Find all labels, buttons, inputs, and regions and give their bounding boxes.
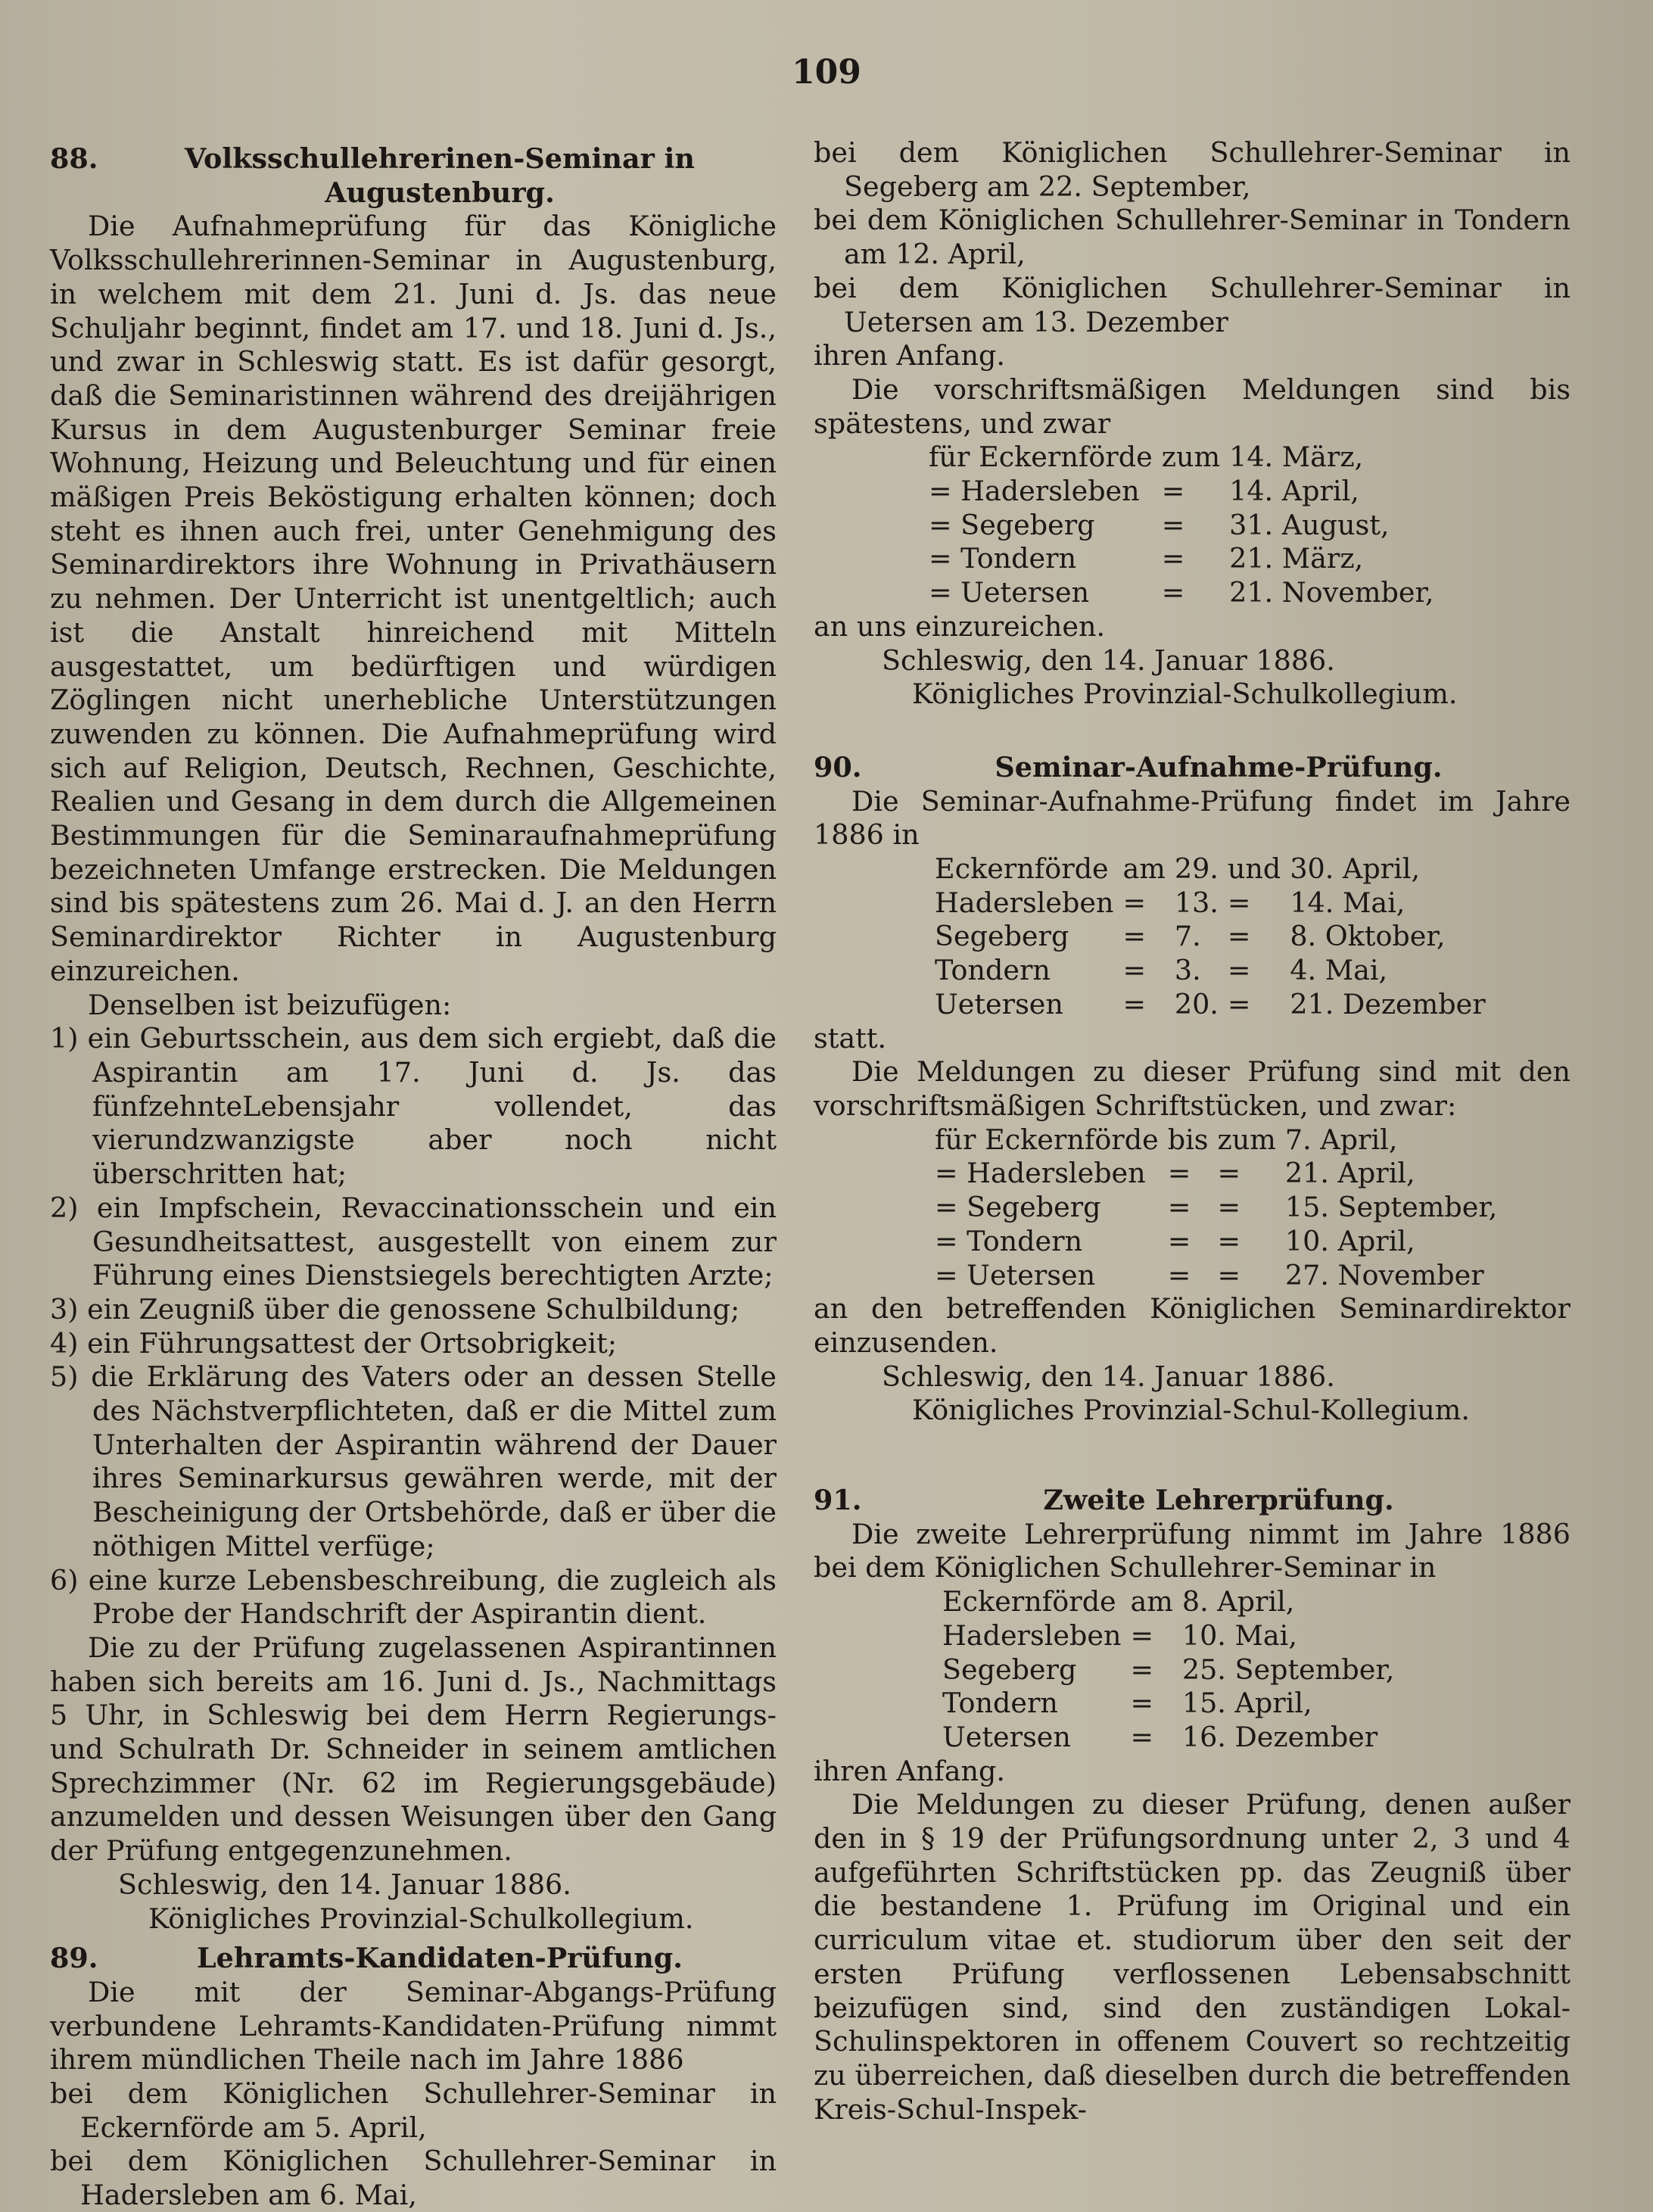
section-90-intro: Die Seminar-Aufnahme-Prüfung findet im Jahre 1886 in (814, 784, 1571, 852)
table-cell: = (1167, 1258, 1191, 1291)
table-row (935, 1191, 1506, 1225)
table-cell: = (1227, 954, 1251, 987)
table-cell: und (1227, 852, 1281, 886)
table-cell: Tondern (935, 954, 1051, 987)
table-cell: = Uetersen (935, 1258, 1096, 1291)
page-number: 109 (792, 53, 861, 92)
table-row (935, 852, 1495, 886)
table-cell: 10. Mai, (1181, 1618, 1297, 1652)
section-89-intro: Die mit der Seminar-Abgangs-Prüfung verbundene Lehramts-Kandidaten-Prüfung nimmt ihrem mündlichen Theile nach im Jahre 1886 (50, 1975, 777, 2076)
table-row (942, 1653, 1403, 1687)
table-cell: = Hadersleben (935, 1157, 1146, 1190)
table-cell: 14. März, (1229, 441, 1364, 474)
table-cell: = Uetersen (929, 576, 1090, 609)
table-cell: = (1161, 475, 1185, 508)
table-cell: 14. April, (1229, 475, 1359, 508)
table-cell: 31. August, (1229, 508, 1390, 541)
section-89-number: 89. (50, 1942, 98, 1975)
table-cell: = (1217, 1157, 1241, 1190)
section-89-heading (50, 1942, 777, 1976)
table-row (935, 1259, 1506, 1293)
table-cell: Uetersen (942, 1720, 1071, 1753)
section-90-schedule-table (935, 852, 1495, 1022)
section-89-registration-table (929, 441, 1443, 610)
section-89-entry-hadersleben: bei dem Königlichen Schullehrer-Seminar in Hadersleben am 6. Mai, (50, 2145, 777, 2212)
section-88-item-6: 6) eine kurze Lebensbeschreibung, die zugleich als Probe der Handschrift der Aspirantin dient. (50, 1563, 777, 1631)
section-91-title: Zweite Lehrerprüfung. (1043, 1484, 1394, 1517)
section-89-registration-closing: an uns einzureichen. (814, 609, 1106, 643)
table-cell: 27. November (1284, 1258, 1484, 1291)
left-column (50, 136, 777, 2212)
table-cell: am (1122, 852, 1166, 886)
section-90-registration-table (935, 1123, 1506, 1293)
table-cell: 14. Mai, (1290, 886, 1406, 919)
table-cell: 7. April, (1284, 1123, 1398, 1156)
table-row (942, 1721, 1403, 1755)
table-cell: 21. März, (1229, 542, 1364, 575)
section-88-item-1: 1) ein Geburtsschein, aus dem sich ergiebt, daß die Aspirantin am 17. Juni d. Js. das fünfzehnteLebensjahr vollendet, das vierundzwanzigste aber noch nicht überschritten hat; (50, 1022, 777, 1191)
table-cell: = (1130, 1653, 1154, 1686)
section-91-heading (814, 1484, 1571, 1518)
table-cell: Tondern (942, 1687, 1058, 1720)
table-cell: = (1130, 1720, 1154, 1753)
table-cell: 13. (1174, 886, 1219, 919)
section-89-signature: Königliches Provinzial-Schulkollegium. (912, 678, 1458, 711)
table-row (942, 1585, 1403, 1619)
right-column (814, 136, 1571, 2126)
section-90-place-date: Schleswig, den 14. Januar 1886. (882, 1360, 1335, 1393)
table-cell: Eckernförde (942, 1585, 1116, 1618)
section-89-entry-uetersen: bei dem Königlichen Schullehrer-Seminar in Uetersen am 13. Dezember (814, 271, 1571, 338)
table-cell: = Tondern (935, 1224, 1083, 1257)
table-row (935, 1225, 1506, 1259)
table-cell: 8. Oktober, (1290, 920, 1446, 953)
table-cell: 10. April, (1284, 1224, 1415, 1257)
table-row (935, 954, 1495, 988)
table-cell: = Segeberg (929, 508, 1095, 541)
section-90-signature: Königliches Provinzial-Schul-Kollegium. (912, 1394, 1470, 1427)
table-cell: = Hadersleben (929, 475, 1140, 508)
table-cell: 15. April, (1181, 1687, 1312, 1720)
table-cell: = (1122, 954, 1147, 987)
section-88-paragraph-2: Denselben ist beizufügen: (88, 988, 452, 1021)
table-cell: für Eckernförde (935, 1123, 1159, 1156)
table-cell: = (1122, 987, 1147, 1020)
table-cell: = (1167, 1191, 1191, 1224)
table-cell: 20. (1174, 987, 1219, 1020)
section-88-item-4: 4) ein Führungsattest der Ortsobrigkeit; (50, 1326, 618, 1360)
section-90-title: Seminar-Aufnahme-Prüfung. (995, 750, 1443, 784)
table-cell: = (1161, 542, 1185, 575)
table-cell: = (1130, 1618, 1154, 1652)
table-cell: = (1227, 987, 1251, 1020)
table-cell: 21. April, (1284, 1157, 1415, 1190)
table-row (935, 1157, 1506, 1191)
table-cell: = (1122, 920, 1147, 953)
table-row (935, 988, 1495, 1022)
section-88-heading (50, 142, 777, 210)
table-row (935, 920, 1495, 954)
table-row (935, 886, 1495, 921)
table-cell: = (1217, 1191, 1241, 1224)
table-cell: 29. (1174, 852, 1219, 886)
section-89-entry-segeberg: bei dem Königlichen Schullehrer-Seminar in Segeberg am 22. September, (814, 136, 1571, 203)
section-90-registration-intro: Die Meldungen zu dieser Prüfung sind mit den vorschriftsmäßigen Schriftstücken, und zwar: (814, 1055, 1571, 1122)
table-cell: bis (1167, 1123, 1209, 1156)
section-91-intro: Die zweite Lehrerprüfung nimmt im Jahre 1886 bei dem Königlichen Schullehrer-Seminar in (814, 1517, 1571, 1584)
section-89-entry-eckernfoerde: bei dem Königlichen Schullehrer-Seminar in Eckernförde am 5. April, (50, 2077, 777, 2144)
table-cell: am (1130, 1585, 1173, 1618)
table-cell: 4. Mai, (1290, 954, 1388, 987)
table-cell: zum (1161, 441, 1221, 474)
spacer (814, 712, 1571, 745)
table-cell: = (1227, 886, 1251, 919)
table-cell: = (1167, 1224, 1191, 1257)
table-cell: = Tondern (929, 542, 1077, 575)
table-cell: zum (1217, 1123, 1276, 1156)
table-row (929, 576, 1443, 610)
table-cell: 7. (1174, 920, 1201, 953)
section-88-item-3: 3) ein Zeugniß über die genossene Schulbildung; (50, 1292, 740, 1326)
table-cell: Segeberg (935, 920, 1069, 953)
section-88-signature: Königliches Provinzial-Schulkollegium. (148, 1902, 694, 1935)
table-cell: 21. Dezember (1290, 987, 1486, 1020)
table-cell: = (1130, 1687, 1154, 1720)
table-cell: = (1217, 1258, 1241, 1291)
table-cell: 25. September, (1181, 1653, 1395, 1686)
table-cell: 8. April, (1181, 1585, 1295, 1618)
table-row (929, 441, 1443, 475)
table-cell: = (1217, 1224, 1241, 1257)
table-cell: 15. September, (1284, 1191, 1498, 1224)
table-cell: = (1122, 886, 1147, 919)
table-row (929, 475, 1443, 509)
table-cell: für Eckernförde (929, 441, 1153, 474)
table-cell: = Segeberg (935, 1191, 1101, 1224)
section-91-closing: ihren Anfang. (814, 1754, 1005, 1787)
table-cell: = (1161, 576, 1185, 609)
table-cell: Eckernförde (935, 852, 1109, 886)
table-cell: Uetersen (935, 987, 1063, 1020)
table-cell: 21. November, (1229, 576, 1434, 609)
table-cell: = (1227, 920, 1251, 953)
section-89-entry-tondern: bei dem Königlichen Schullehrer-Seminar in Tondern am 12. April, (814, 204, 1571, 271)
table-cell: Segeberg (942, 1653, 1077, 1686)
section-90-registration-closing: an den betreffenden Königlichen Seminardirektor einzusenden. (814, 1292, 1571, 1359)
section-88-paragraph-3: Die zu der Prüfung zugelassenen Aspirantinnen haben sich bereits am 16. Juni d. Js., Nachmittags 5 Uhr, in Schleswig bei dem Herrn Regierungs- und Schulrath Dr. Schneider in seinem amtlichen Sprechzimmer (Nr. 62 im Regierungsgebäude) anzumelden und dessen Weisungen über den Gang der Prüfung entgegenzunehmen. (50, 1631, 777, 1868)
table-cell: 30. April, (1290, 852, 1421, 886)
table-cell: Hadersleben (942, 1618, 1122, 1652)
table-cell: 3. (1174, 954, 1201, 987)
table-cell: = (1167, 1157, 1191, 1190)
section-89-registration-intro: Die vorschriftsmäßigen Meldungen sind bis spätestens, und zwar (814, 372, 1571, 440)
section-90-number: 90. (814, 750, 862, 784)
section-88-paragraph-1: Die Aufnahmeprüfung für das Königliche Volksschullehrerinnen-Seminar in Augustenburg, in welchem mit dem 21. Juni d. Js. das neue Schuljahr beginnt, findet am 17. und 18. Juni d. Js., und zwar in Schleswig statt. Es ist dafür gesorgt, daß die Seminaristinnen während des dreijährigen Kursus in dem Augustenburger Seminar freie Wohnung, Heizung und Beleuchtung und für einen mäßigen Preis Beköstigung erhalten können; doch steht es ihnen auch frei, unter Genehmigung des Seminardirektors ihre Wohnung in Privathäusern zu nehmen. Der Unterricht ist unentgeltlich; auch ist die Anstalt hinreichend mit Mitteln ausgestattet, um bedürftigen und würdigen Zöglingen nicht unerhebliche Unterstützungen zuwenden zu können. Die Aufnahmeprüfung wird sich auf Religion, Deutsch, Rechnen, Geschichte, Realien und Gesang in dem durch die Allgemeinen Bestimmungen für die Seminaraufnahmeprüfung bezeichneten Umfange erstrecken. Die Meldungen sind bis spätestens zum 26. Mai d. J. an den Herrn Seminardirektor Richter in Augustenburg einzureichen. (50, 210, 777, 987)
section-90-heading (814, 751, 1571, 785)
section-88-item-5: 5) die Erklärung des Vaters oder an dessen Stelle des Nächstverpflichteten, daß er die Mittel zum Unterhalten der Aspirantin während der Dauer ihres Seminarkursus gewähren werde, mit der Bescheinigung der Ortsbehörde, daß er über die nöthigen Mittel verfüge; (50, 1360, 777, 1562)
section-89-place-date: Schleswig, den 14. Januar 1886. (882, 643, 1335, 677)
section-91-paragraph: Die Meldungen zu dieser Prüfung, denen außer den in § 19 der Prüfungsordnung unter 2, 3 und 4 aufgeführten Schriftstücken pp. das Zeugniß über die bestandene 1. Prüfung im Original und ein curriculum vitae et. studiorum über den seit der ersten Prüfung verflossenen Lebensabschnitt beizufügen sind, sind den zuständigen Lokal-Schulinspektoren in offenem Couvert so rechtzeitig zu überreichen, daß dieselben durch die betreffenden Kreis-Schul-Inspek- (814, 1788, 1571, 2126)
section-91-number: 91. (814, 1484, 862, 1517)
table-cell: 16. Dezember (1181, 1720, 1378, 1753)
table-row (929, 542, 1443, 576)
section-88-place-date: Schleswig, den 14. Januar 1886. (118, 1868, 571, 1901)
section-89-title: Lehramts-Kandidaten-Prüfung. (197, 1942, 683, 1975)
section-90-closing: statt. (814, 1021, 887, 1055)
table-row (942, 1687, 1403, 1721)
table-cell: = (1161, 508, 1185, 541)
table-row (935, 1123, 1506, 1157)
table-row (929, 509, 1443, 543)
section-88-item-2: 2) ein Impfschein, Revaccinationsschein und ein Gesundheitsattest, ausgestellt von einem zur Führung eines Dienstsiegels berechtigten Arzte; (50, 1191, 777, 1292)
section-89-closing: ihren Anfang. (814, 339, 1005, 372)
spacer (814, 1428, 1571, 1478)
section-88-number: 88. (50, 142, 98, 175)
section-91-schedule-table (942, 1585, 1403, 1755)
table-cell: Hadersleben (935, 886, 1114, 919)
table-row (942, 1619, 1403, 1653)
section-88-title: Volksschullehrerinen-Seminar in Augustenburg. (185, 142, 695, 209)
